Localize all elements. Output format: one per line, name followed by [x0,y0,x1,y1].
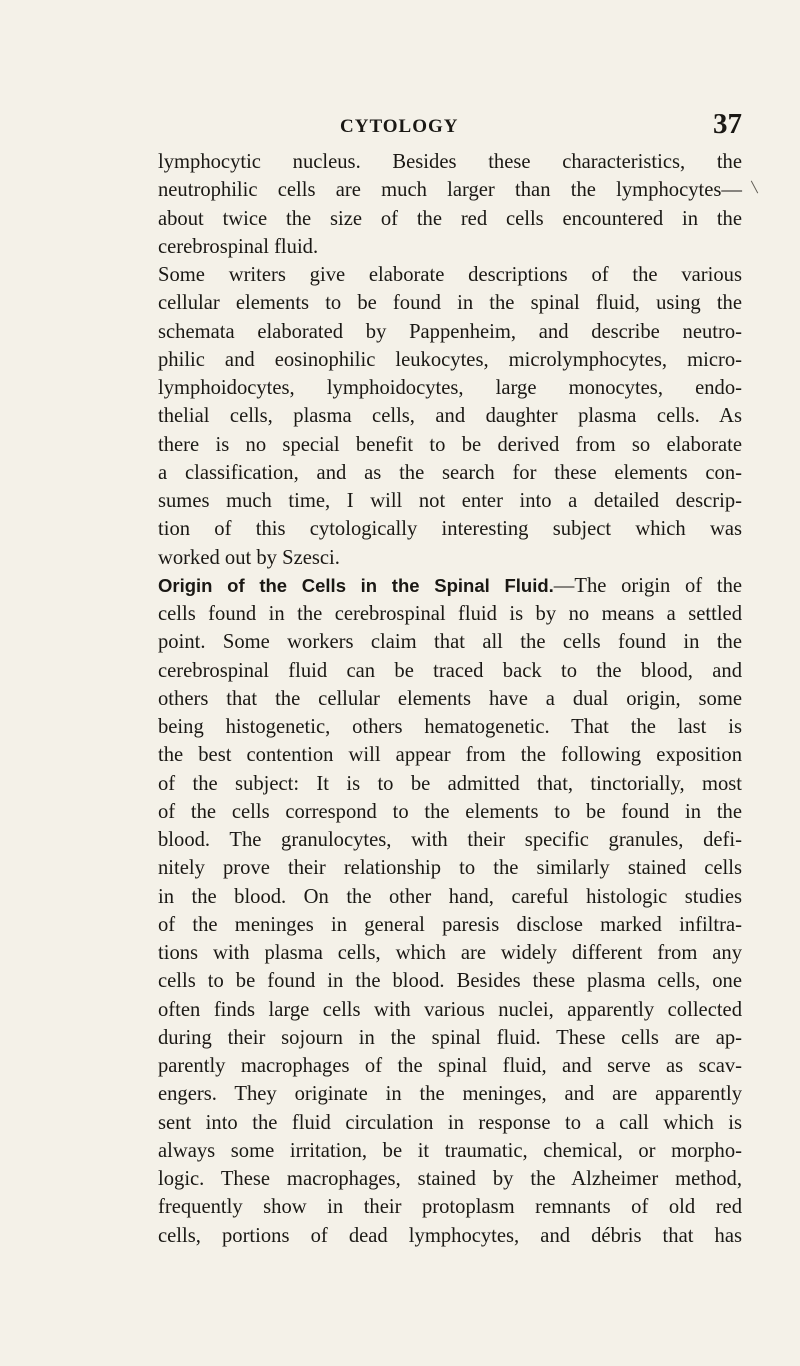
text-line: schemata elaborated by Pappenheim, and describe neutro- [158,320,742,343]
text-line: parently macrophages of the spinal fluid, and serve as scav- [158,1055,742,1077]
text-line: lymphocytic nucleus. Besides these characteristics, the [158,151,742,173]
text-line: others that the cellular elements have a dual origin, some [158,687,742,710]
margin-pencil-mark [751,181,758,194]
text-line: tion of this cytologically interesting subject which was [158,518,742,541]
text-line: cells, portions of dead lymphocytes, and débris that has [158,1224,742,1247]
section-heading: Origin of the Cells in the Spinal Fluid. [158,574,554,596]
text-line: of the meninges in general paresis disclose marked infiltra- [158,913,742,936]
text-line: of the cells correspond to the elements to be found in the [158,800,742,823]
text-line: neutrophilic cells are much larger than the lymphocytes— [158,179,742,202]
text-line [158,572,742,600]
text-line: point. Some workers claim that all the cells found in the [158,631,742,654]
text-line: cells to be found in the blood. Besides these plasma cells, one [158,970,742,993]
paragraph [158,148,742,261]
text-line: sumes much time, I will not enter into a detailed descrip- [158,490,742,512]
text-line: logic. These macrophages, stained by the Alzheimer method, [158,1168,742,1190]
text-line: the best contention will appear from the following exposition [158,744,742,767]
text-line: during their sojourn in the spinal fluid. These cells are ap- [158,1026,742,1049]
text-line: cerebrospinal fluid can be traced back to the blood, and [158,659,742,682]
text-line: a classification, and as the search for these elements con- [158,461,742,484]
text-line: of the subject: It is to be admitted that, tinctorially, most [158,772,742,795]
running-title: CYTOLOGY [340,116,459,137]
text-line: being histogenetic, others hematogenetic. That the last is [158,716,742,738]
text-line: about twice the size of the red cells encountered in the [158,207,742,230]
text-line: philic and eosinophilic leukocytes, microlymphocytes, micro- [158,348,742,371]
text-line: thelial cells, plasma cells, and daughter plasma cells. As [158,405,742,428]
text-line: sent into the fluid circulation in response to a call which is [158,1111,742,1134]
text-line: often finds large cells with various nuclei, apparently collected [158,998,742,1021]
text-line: frequently show in their protoplasm remnants of old red [158,1196,742,1219]
text-line: in the blood. On the other hand, careful histologic studies [158,885,742,908]
text-line: engers. They originate in the meninges, and are apparently [158,1083,742,1106]
text-line: cerebrospinal fluid. [158,235,319,258]
paragraph [158,261,742,572]
text-line: there is no special benefit to be derived from so elaborate [158,433,742,456]
text-line: tions with plasma cells, which are widely different from any [158,942,742,964]
text-line: Some writers give elaborate descriptions of the various [158,264,742,286]
text-line: lymphoidocytes, lymphoidocytes, large monocytes, endo- [158,377,742,399]
text-line: cellular elements to be found in the spinal fluid, using the [158,292,742,315]
text-line: nitely prove their relationship to the similarly stained cells [158,857,742,880]
heading-continuation: —The origin of the [553,574,743,597]
running-head [158,108,742,142]
text-line: cells found in the cerebrospinal fluid is by no means a settled [158,603,742,625]
text-line: always some irritation, be it traumatic, chemical, or morpho- [158,1139,742,1162]
paragraph [158,572,742,1250]
page-number: 37 [713,108,742,140]
body-text [158,148,742,1250]
text-line: blood. The granulocytes, with their specific granules, defi- [158,829,742,851]
text-line: worked out by Szesci. [158,546,340,569]
